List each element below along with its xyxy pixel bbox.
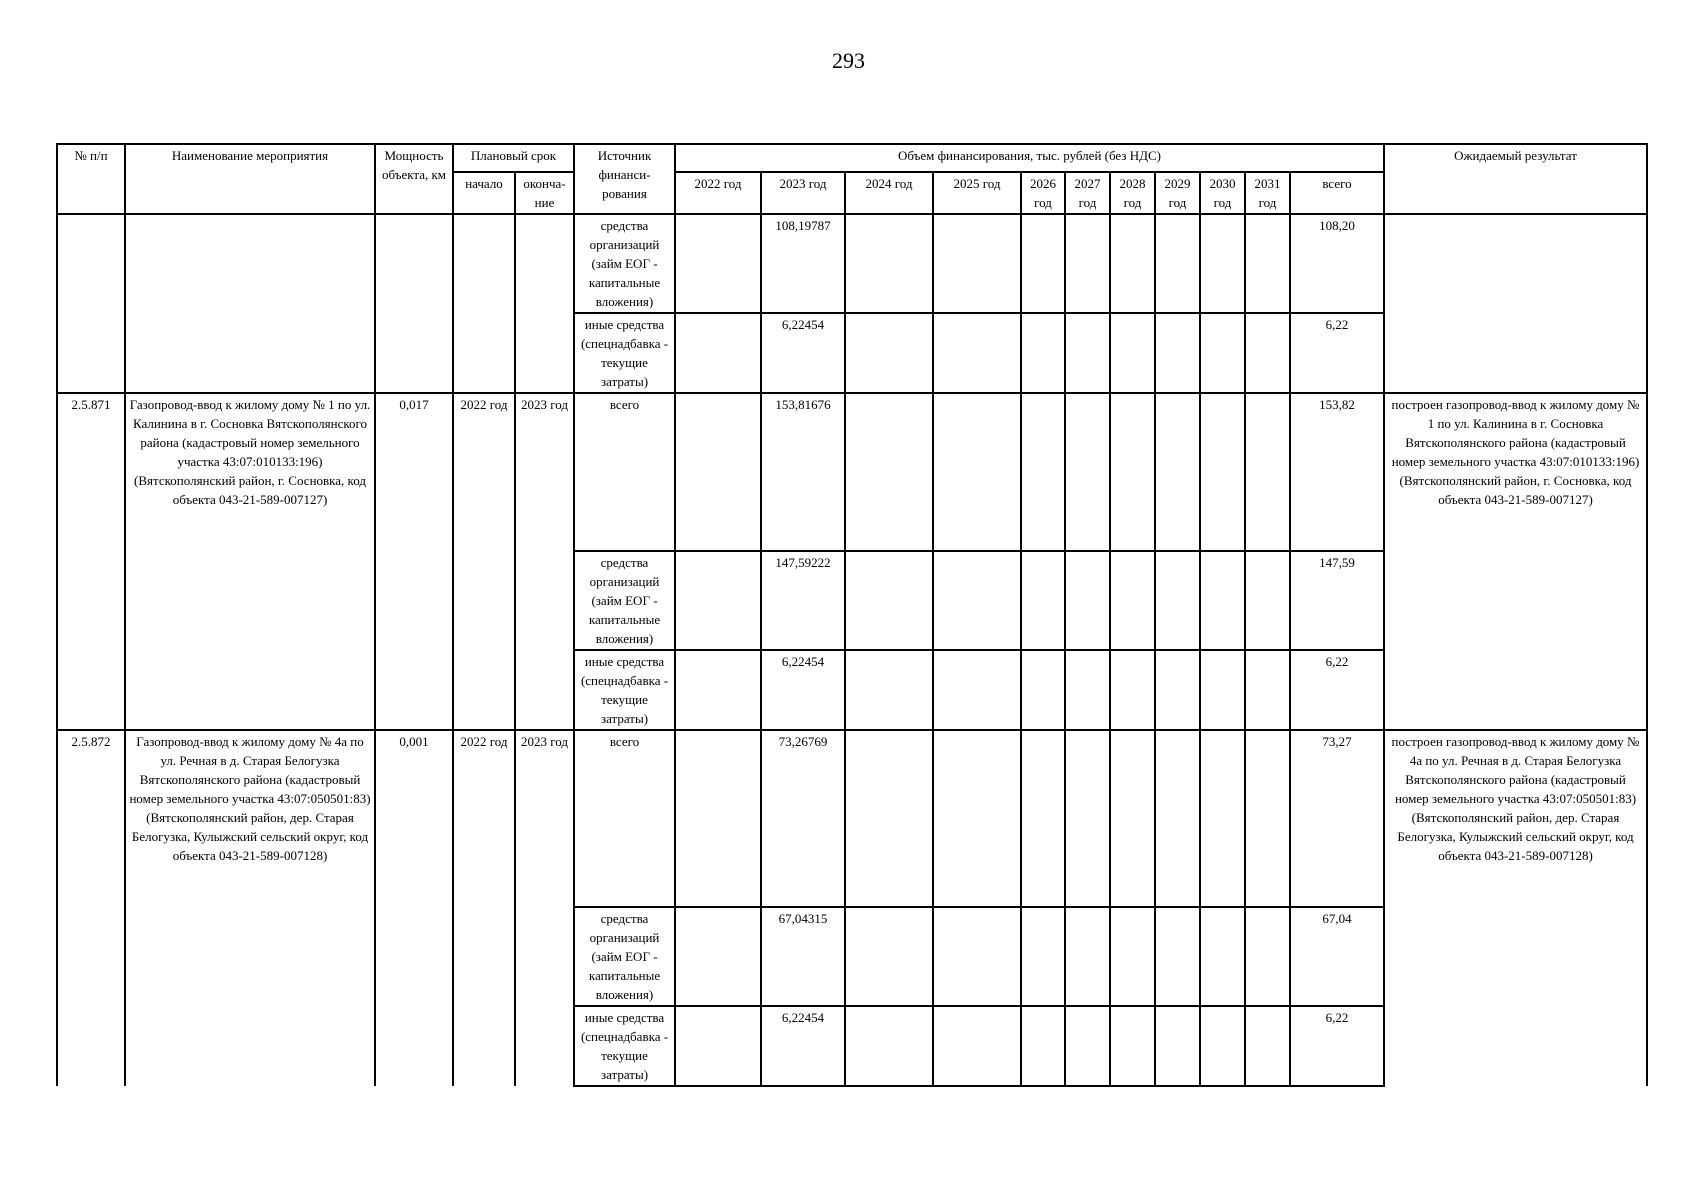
- year-2027-cell: [1065, 214, 1110, 313]
- year-2026-cell: [1021, 907, 1065, 1006]
- year-2026-cell: [1021, 393, 1065, 551]
- cont-result: [1384, 214, 1647, 393]
- financing-table: [56, 143, 1648, 1087]
- year-2026-cell: [1021, 730, 1065, 907]
- header-year-2022: 2022 год: [675, 172, 761, 214]
- header-start: начало: [453, 172, 515, 214]
- year-2031-cell: [1245, 730, 1290, 907]
- year-2024-cell: [845, 214, 933, 313]
- item-name: Газопровод-ввод к жилому дому № 1 по ул. Калинина в г. Сосновка Вятскополянского района (кадастровый номер земельного участка 43:07:010133:196) (Вятскополянский район, г. Сосновка, код объекта 043-21-589-007127): [125, 393, 375, 730]
- header-total: всего: [1290, 172, 1384, 214]
- year-2022-cell: [675, 551, 761, 650]
- source-cell: иные средства (спецнадбавка - текущие затраты): [574, 650, 675, 730]
- source-cell: иные средства (спецнадбавка - текущие затраты): [574, 1006, 675, 1086]
- source-cell: иные средства (спецнадбавка - текущие затраты): [574, 313, 675, 393]
- item-start: 2022 год: [453, 393, 515, 730]
- year-2028-cell: [1110, 650, 1155, 730]
- year-2028-cell: [1110, 1006, 1155, 1086]
- item-result: построен газопровод-ввод к жилому дому № 4а по ул. Речная в д. Старая Белогузка Вятскополянского района (кадастровый номер земельного участка 43:07:050501:83) (Вятскополянский район, дер. Старая Белогузка, Кулыжский сельский округ, код объекта 043-21-589-007128): [1384, 730, 1647, 1086]
- header-power: Мощность объекта, км: [375, 144, 453, 214]
- year-2025-cell: [933, 730, 1021, 907]
- year-2025-cell: [933, 313, 1021, 393]
- year-2031-cell: [1245, 650, 1290, 730]
- year-2026-cell: [1021, 214, 1065, 313]
- item-result: построен газопровод-ввод к жилому дому № 1 по ул. Калинина в г. Сосновка Вятскополянского района (кадастровый номер земельного участка 43:07:010133:196) (Вятскополянский район, г. Сосновка, код объекта 043-21-589-007127): [1384, 393, 1647, 730]
- cont-name: [125, 214, 375, 393]
- item-end: 2023 год: [515, 730, 574, 1086]
- total-cell: 153,82: [1290, 393, 1384, 551]
- year-2027-cell: [1065, 1006, 1110, 1086]
- total-cell: 108,20: [1290, 214, 1384, 313]
- year-2023-cell: 67,04315: [761, 907, 845, 1006]
- header-year-2026: 2026 год: [1021, 172, 1065, 214]
- year-2031-cell: [1245, 907, 1290, 1006]
- year-2022-cell: [675, 214, 761, 313]
- year-2028-cell: [1110, 730, 1155, 907]
- year-2031-cell: [1245, 1006, 1290, 1086]
- year-2027-cell: [1065, 907, 1110, 1006]
- year-2023-cell: 73,26769: [761, 730, 845, 907]
- header-no: № п/п: [57, 144, 125, 214]
- year-2022-cell: [675, 393, 761, 551]
- source-cell: всего: [574, 393, 675, 551]
- year-2029-cell: [1155, 551, 1200, 650]
- year-2023-cell: 6,22454: [761, 650, 845, 730]
- year-2026-cell: [1021, 650, 1065, 730]
- total-cell: 6,22: [1290, 313, 1384, 393]
- header-plan-period: Плановый срок: [453, 144, 574, 172]
- year-2026-cell: [1021, 1006, 1065, 1086]
- header-year-2028: 2028 год: [1110, 172, 1155, 214]
- cont-end: [515, 214, 574, 393]
- year-2030-cell: [1200, 393, 1245, 551]
- year-2031-cell: [1245, 551, 1290, 650]
- year-2028-cell: [1110, 907, 1155, 1006]
- source-cell: средства организаций (займ ЕОГ - капитальные вложения): [574, 907, 675, 1006]
- year-2028-cell: [1110, 313, 1155, 393]
- page-number: 293: [832, 48, 865, 73]
- year-2031-cell: [1245, 214, 1290, 313]
- year-2031-cell: [1245, 393, 1290, 551]
- year-2029-cell: [1155, 650, 1200, 730]
- header-year-2023: 2023 год: [761, 172, 845, 214]
- year-2024-cell: [845, 907, 933, 1006]
- year-2024-cell: [845, 393, 933, 551]
- header-name: Наименование мероприятия: [125, 144, 375, 214]
- table-row: [57, 214, 1647, 313]
- year-2022-cell: [675, 650, 761, 730]
- header-volume: Объем финансирования, тыс. рублей (без НДС): [675, 144, 1384, 172]
- year-2029-cell: [1155, 214, 1200, 313]
- year-2027-cell: [1065, 551, 1110, 650]
- year-2023-cell: 6,22454: [761, 313, 845, 393]
- year-2025-cell: [933, 907, 1021, 1006]
- table-row: [57, 393, 1647, 551]
- header-source: Источник финанси-рования: [574, 144, 675, 214]
- header-year-2027: 2027 год: [1065, 172, 1110, 214]
- year-2030-cell: [1200, 1006, 1245, 1086]
- year-2030-cell: [1200, 551, 1245, 650]
- header-result: Ожидаемый результат: [1384, 144, 1647, 214]
- year-2022-cell: [675, 907, 761, 1006]
- header-year-2029: 2029 год: [1155, 172, 1200, 214]
- total-cell: 67,04: [1290, 907, 1384, 1006]
- header-year-2025: 2025 год: [933, 172, 1021, 214]
- year-2023-cell: 147,59222: [761, 551, 845, 650]
- year-2029-cell: [1155, 393, 1200, 551]
- year-2028-cell: [1110, 551, 1155, 650]
- year-2030-cell: [1200, 907, 1245, 1006]
- year-2030-cell: [1200, 313, 1245, 393]
- source-cell: средства организаций (займ ЕОГ - капитальные вложения): [574, 214, 675, 313]
- year-2025-cell: [933, 1006, 1021, 1086]
- year-2025-cell: [933, 650, 1021, 730]
- year-2031-cell: [1245, 313, 1290, 393]
- header-end: оконча-ние: [515, 172, 574, 214]
- total-cell: 73,27: [1290, 730, 1384, 907]
- year-2027-cell: [1065, 730, 1110, 907]
- year-2025-cell: [933, 214, 1021, 313]
- header-year-2024: 2024 год: [845, 172, 933, 214]
- item-end: 2023 год: [515, 393, 574, 730]
- year-2029-cell: [1155, 1006, 1200, 1086]
- header-year-2031: 2031 год: [1245, 172, 1290, 214]
- cont-start: [453, 214, 515, 393]
- year-2026-cell: [1021, 551, 1065, 650]
- year-2026-cell: [1021, 313, 1065, 393]
- year-2024-cell: [845, 1006, 933, 1086]
- year-2022-cell: [675, 313, 761, 393]
- item-no: 2.5.872: [57, 730, 125, 1086]
- year-2030-cell: [1200, 730, 1245, 907]
- cont-no: [57, 214, 125, 393]
- year-2023-cell: 6,22454: [761, 1006, 845, 1086]
- year-2029-cell: [1155, 313, 1200, 393]
- year-2024-cell: [845, 313, 933, 393]
- year-2028-cell: [1110, 393, 1155, 551]
- year-2029-cell: [1155, 730, 1200, 907]
- year-2024-cell: [845, 730, 933, 907]
- total-cell: 6,22: [1290, 1006, 1384, 1086]
- total-cell: 6,22: [1290, 650, 1384, 730]
- year-2024-cell: [845, 650, 933, 730]
- source-cell: средства организаций (займ ЕОГ - капитальные вложения): [574, 551, 675, 650]
- item-name: Газопровод-ввод к жилому дому № 4а по ул. Речная в д. Старая Белогузка Вятскополянского района (кадастровый номер земельного участка 43:07:050501:83) (Вятскополянский район, дер. Старая Белогузка, Кулыжский сельский округ, код объекта 043-21-589-007128): [125, 730, 375, 1086]
- year-2023-cell: 153,81676: [761, 393, 845, 551]
- year-2027-cell: [1065, 650, 1110, 730]
- year-2030-cell: [1200, 214, 1245, 313]
- year-2025-cell: [933, 393, 1021, 551]
- table-row: [57, 730, 1647, 907]
- total-cell: 147,59: [1290, 551, 1384, 650]
- year-2030-cell: [1200, 650, 1245, 730]
- source-cell: всего: [574, 730, 675, 907]
- year-2022-cell: [675, 730, 761, 907]
- year-2025-cell: [933, 551, 1021, 650]
- header-year-2030: 2030 год: [1200, 172, 1245, 214]
- year-2027-cell: [1065, 393, 1110, 551]
- year-2028-cell: [1110, 214, 1155, 313]
- year-2029-cell: [1155, 907, 1200, 1006]
- item-power: 0,017: [375, 393, 453, 730]
- year-2023-cell: 108,19787: [761, 214, 845, 313]
- year-2027-cell: [1065, 313, 1110, 393]
- cont-power: [375, 214, 453, 393]
- year-2024-cell: [845, 551, 933, 650]
- item-start: 2022 год: [453, 730, 515, 1086]
- item-power: 0,001: [375, 730, 453, 1086]
- year-2022-cell: [675, 1006, 761, 1086]
- item-no: 2.5.871: [57, 393, 125, 730]
